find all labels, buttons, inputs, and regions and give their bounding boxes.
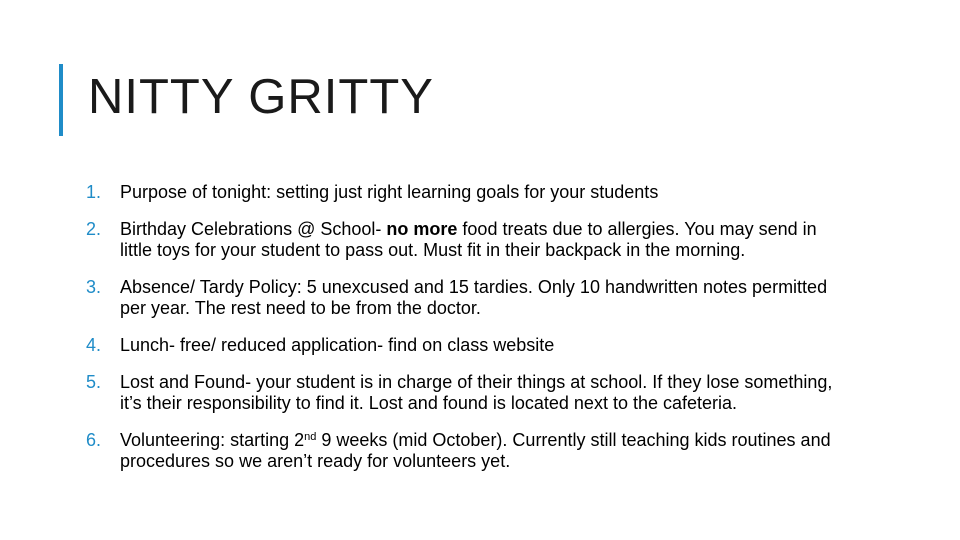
item-text-part: 9 weeks (mid October). Currently still teaching kids routines and procedures so we aren’t ready for volunteers yet. (120, 430, 831, 471)
item-text-part: Volunteering: starting 2 (120, 430, 305, 450)
item-text (120, 430, 831, 471)
item-text: Lost and Found- your student is in charge of their things at school. If they lose something, it’s their responsibility to find it. Lost and found is located next to the cafeteria. (120, 372, 833, 413)
item-text: Absence/ Tardy Policy: 5 unexcused and 15 tardies. Only 10 handwritten notes permitted per year. The rest need to be from the doctor. (120, 277, 828, 318)
item-text-part: Birthday Celebrations @ School- (120, 219, 387, 239)
list-item (86, 335, 846, 356)
list-item (86, 277, 846, 319)
item-text: Purpose of tonight: setting just right learning goals for your students (120, 182, 659, 202)
item-text (120, 219, 817, 260)
item-number: 1. (86, 182, 102, 202)
title-accent-bar (59, 64, 63, 136)
item-text-superscript: nd (304, 431, 317, 443)
item-number: 4. (86, 335, 102, 355)
list-item (86, 372, 846, 414)
item-number: 3. (86, 277, 102, 297)
bullet-list (86, 182, 846, 488)
item-text-part: food treats due to allergies. You may send in little toys for your student to pass out. Must fit in their backpack in the morning. (120, 219, 817, 260)
item-number: 5. (86, 372, 102, 392)
item-text: Lunch- free/ reduced application- find on class website (120, 335, 555, 355)
list-item (86, 182, 846, 203)
item-text-bold: no more (386, 219, 458, 239)
item-number: 6. (86, 430, 102, 450)
list-item (86, 219, 846, 261)
slide-title: NITTY GRITTY (88, 70, 434, 124)
item-number: 2. (86, 219, 102, 239)
list-item (86, 430, 846, 472)
